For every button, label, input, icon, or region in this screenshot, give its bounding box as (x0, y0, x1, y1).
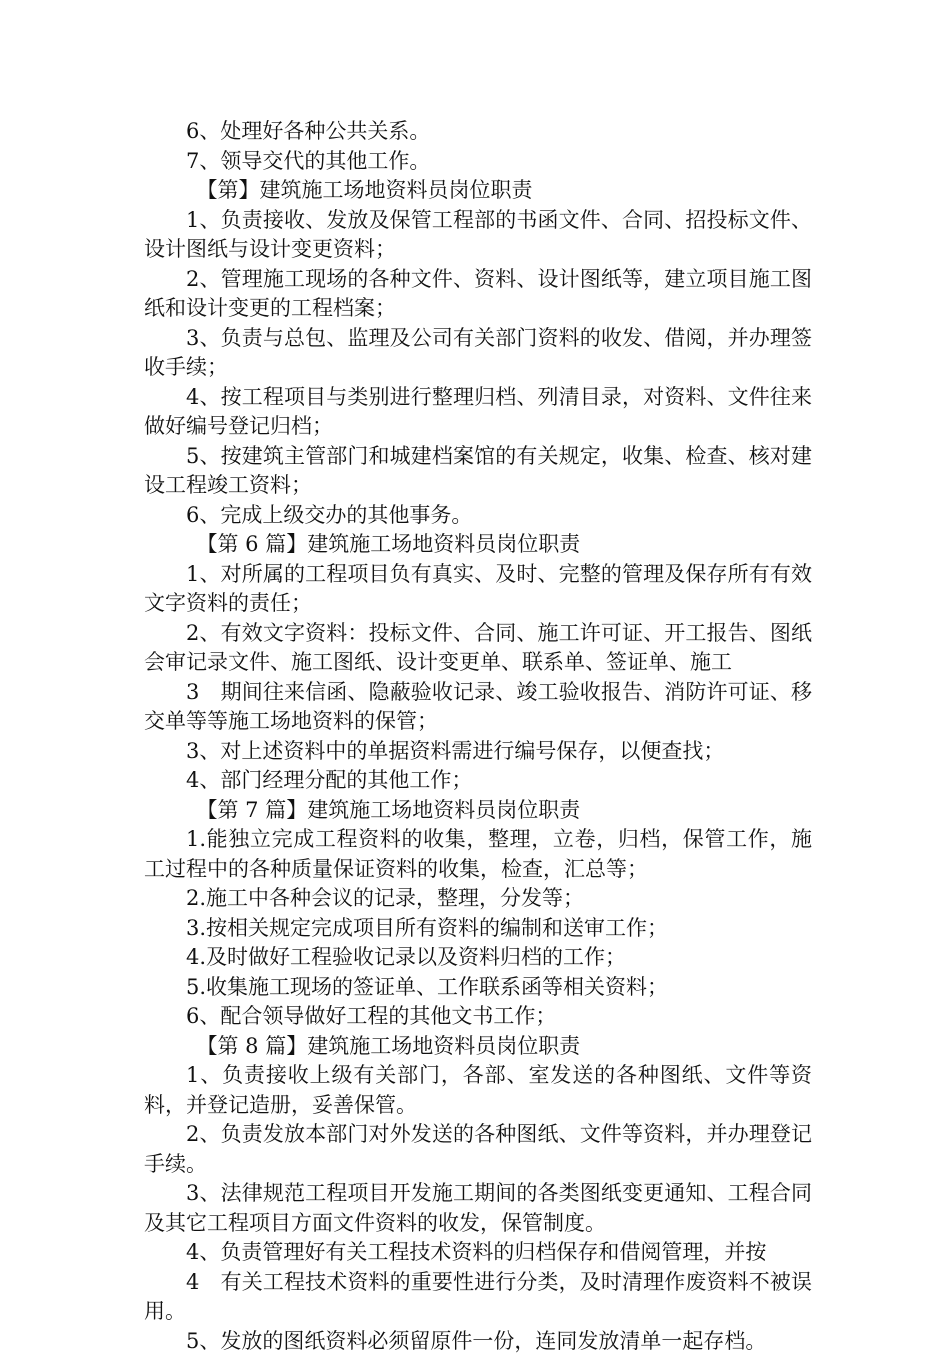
paragraph: 1、对所属的工程项目负有真实、及时、完整的管理及保存所有有效文字资料的责任； (144, 560, 812, 619)
paragraph: 3、法律规范工程项目开发施工期间的各类图纸变更通知、工程合同及其它工程项目方面文件资料的收发，保管制度。 (144, 1179, 812, 1238)
paragraph: 1、负责接收、发放及保管工程部的书函文件、合同、招投标文件、设计图纸与设计变更资料； (144, 206, 812, 265)
paragraph: 2.施工中各种会议的记录，整理，分发等； (144, 884, 812, 914)
paragraph: 3、对上述资料中的单据资料需进行编号保存，以便查找； (144, 737, 812, 767)
section-heading: 【第 7 篇】建筑施工场地资料员岗位职责 (144, 796, 812, 826)
paragraph: 2、负责发放本部门对外发送的各种图纸、文件等资料，并办理登记手续。 (144, 1120, 812, 1179)
section-heading: 【第 6 篇】建筑施工场地资料员岗位职责 (144, 530, 812, 560)
paragraph: 4、部门经理分配的其他工作； (144, 766, 812, 796)
section-heading: 【第 8 篇】建筑施工场地资料员岗位职责 (144, 1032, 812, 1062)
paragraph: 1.能独立完成工程资料的收集，整理，立卷，归档，保管工作，施工过程中的各种质量保证资料的收集，检查，汇总等； (144, 825, 812, 884)
paragraph: 2、有效文字资料：投标文件、合同、施工许可证、开工报告、图纸会审记录文件、施工图纸、设计变更单、联系单、签证单、施工 (144, 619, 812, 678)
paragraph: 6、配合领导做好工程的其他文书工作； (144, 1002, 812, 1032)
section-heading: 【第】建筑施工场地资料员岗位职责 (144, 176, 812, 206)
paragraph: 4、负责管理好有关工程技术资料的归档保存和借阅管理，并按 (144, 1238, 812, 1268)
paragraph: 3.按相关规定完成项目所有资料的编制和送审工作； (144, 914, 812, 944)
document-body (144, 117, 812, 1356)
paragraph: 5、按建筑主管部门和城建档案馆的有关规定，收集、检查、核对建设工程竣工资料； (144, 442, 812, 501)
paragraph: 1、负责接收上级有关部门，各部、室发送的各种图纸、文件等资料，并登记造册，妥善保管。 (144, 1061, 812, 1120)
paragraph: 4、按工程项目与类别进行整理归档、列清目录，对资料、文件往来做好编号登记归档； (144, 383, 812, 442)
paragraph: 5、发放的图纸资料必须留原件一份，连同发放清单一起存档。 (144, 1327, 812, 1356)
paragraph: 3 期间往来信函、隐蔽验收记录、竣工验收报告、消防许可证、移交单等等施工场地资料的保管； (144, 678, 812, 737)
paragraph: 4.及时做好工程验收记录以及资料归档的工作； (144, 943, 812, 973)
paragraph: 3、负责与总包、监理及公司有关部门资料的收发、借阅，并办理签收手续； (144, 324, 812, 383)
paragraph: 5.收集施工现场的签证单、工作联系函等相关资料； (144, 973, 812, 1003)
paragraph: 6、处理好各种公共关系。 (144, 117, 812, 147)
paragraph: 7、领导交代的其他工作。 (144, 147, 812, 177)
paragraph: 6、完成上级交办的其他事务。 (144, 501, 812, 531)
paragraph: 2、管理施工现场的各种文件、资料、设计图纸等，建立项目施工图纸和设计变更的工程档案； (144, 265, 812, 324)
paragraph: 4 有关工程技术资料的重要性进行分类，及时清理作废资料不被误用。 (144, 1268, 812, 1327)
